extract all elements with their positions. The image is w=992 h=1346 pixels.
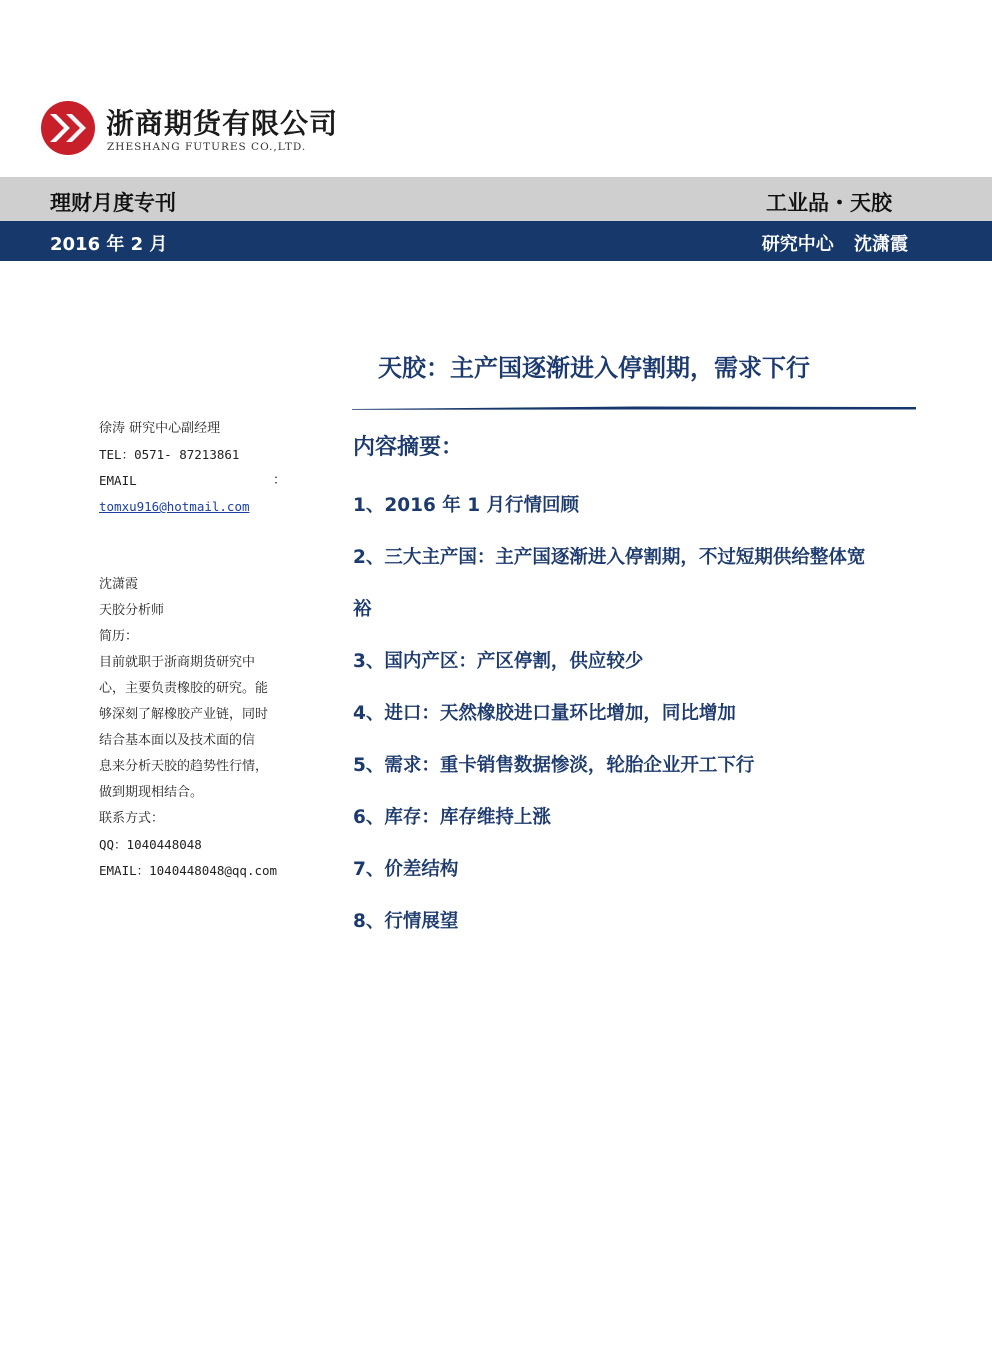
toc-item: 5、需求：重卡销售数据惨淡，轮胎企业开工下行 — [353, 755, 755, 776]
toc-item: 3、国内产区：产区停割，供应较少 — [353, 651, 644, 672]
company-name-en: ZHESHANG FUTURES CO.,LTD. — [107, 141, 307, 153]
contact2-email: EMAIL：1040448048@qq.com — [99, 863, 278, 878]
contact1-tel: TEL：0571- 87213861 — [99, 447, 240, 462]
contact1-name-title: 徐涛 研究中心副经理 — [99, 421, 221, 436]
contact2-name: 沈潇霞 — [99, 577, 139, 592]
publication-bar — [0, 177, 992, 221]
toc-item-continuation: 裕 — [353, 599, 372, 620]
toc-item: 1、2016 年 1 月行情回顾 — [353, 495, 580, 516]
toc-item: 6、库存：库存维持上涨 — [353, 807, 551, 828]
company-logo — [40, 100, 339, 160]
toc-item: 7、价差结构 — [353, 859, 459, 880]
date-author-bar — [0, 221, 992, 261]
resume-line: 息来分析天胶的趋势性行情， — [99, 759, 269, 774]
resume-line: 够深刻了解橡胶产业链，同时 — [99, 707, 269, 722]
department-author: 研究中心 沈潇霞 — [761, 234, 908, 255]
toc-item: 4、进口：天然橡胶进口量环比增加，同比增加 — [353, 703, 736, 724]
company-emblem-icon — [40, 100, 96, 156]
resume-line: 目前就职于浙商期货研究中 — [99, 655, 256, 670]
toc-item: 8、行情展望 — [353, 911, 459, 932]
contact2-title: 天胶分析师 — [99, 603, 165, 618]
contact1-email-colon: ： — [273, 473, 287, 488]
report-category: 工业品・天胶 — [766, 191, 892, 215]
resume-label: 简历： — [99, 629, 139, 644]
toc-item: 2、三大主产国：主产国逐渐进入停割期，不过短期供给整体宽 — [353, 547, 866, 568]
summary-heading: 内容摘要： — [353, 435, 464, 460]
contact-method-label: 联系方式： — [99, 811, 165, 826]
contact2-qq: QQ：1040448048 — [99, 837, 202, 852]
contact1-email-label: EMAIL — [99, 473, 137, 488]
company-name-cn: 浙商期货有限公司 — [106, 107, 339, 140]
report-title: 天胶：主产国逐渐进入停割期，需求下行 — [378, 354, 810, 382]
publication-name: 理财月度专刊 — [50, 191, 176, 215]
report-date: 2016 年 2 月 — [50, 234, 168, 255]
resume-line: 做到期现相结合。 — [99, 785, 204, 800]
resume-line: 结合基本面以及技术面的信 — [99, 733, 256, 748]
resume-line: 心，主要负责橡胶的研究。能 — [99, 681, 269, 696]
contact1-email-link[interactable]: tomxu916@hotmail.com — [99, 499, 250, 514]
title-divider — [352, 406, 916, 410]
